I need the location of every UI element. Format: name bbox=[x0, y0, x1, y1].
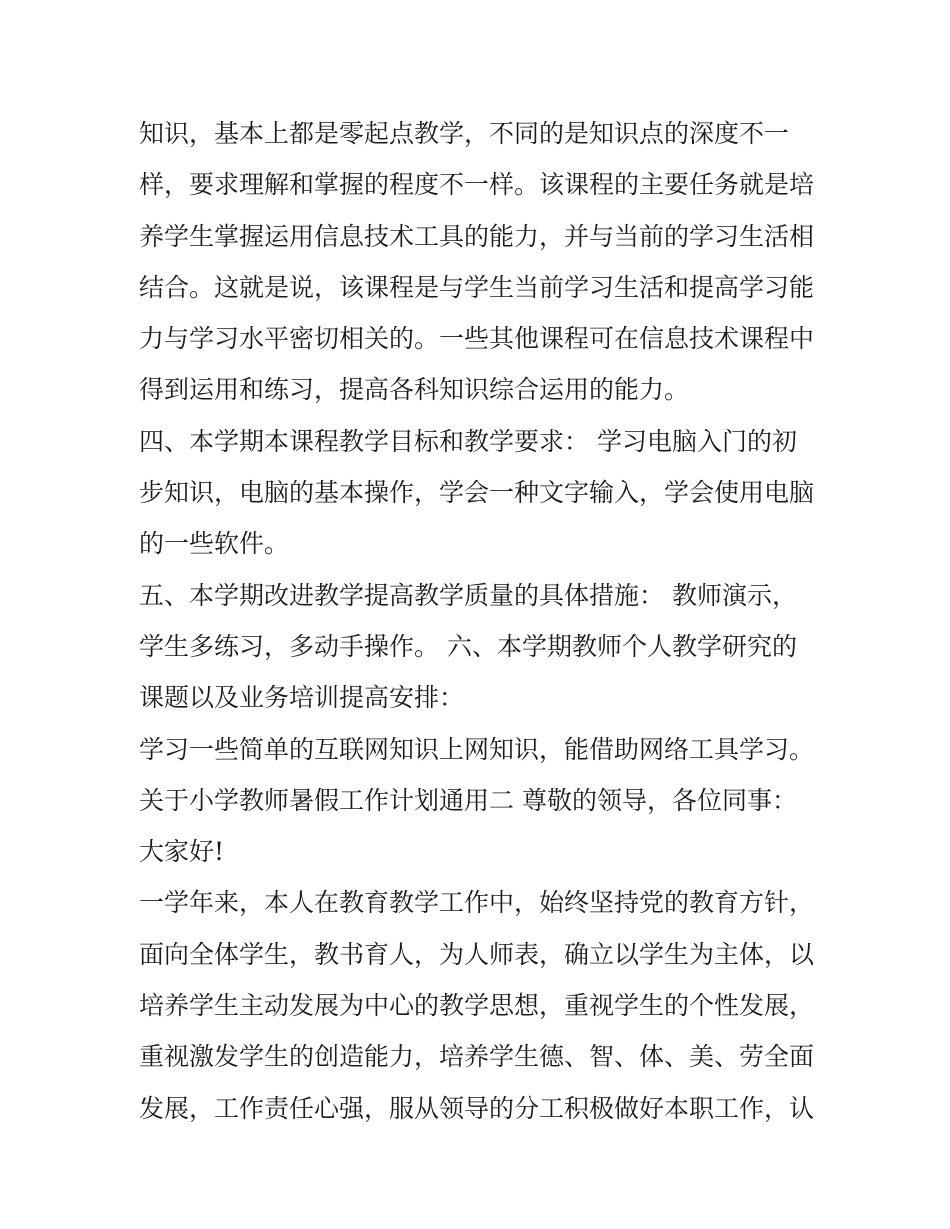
text-line: 重视激发学生的创造能力，培养学生德、智、体、美、劳全面 bbox=[139, 1042, 815, 1072]
subtitle-line: 关于小学教师暑假工作计划通用二 尊敬的领导，各位同事： bbox=[139, 785, 797, 815]
text-line: 知识，基本上都是零起点教学，不同的是知识点的深度不一 bbox=[139, 119, 790, 148]
text-line: 面向全体学生，教书育人，为人师表，确立以学生为主体，以 bbox=[139, 939, 815, 969]
greeting-line: 大家好! bbox=[139, 837, 225, 867]
text-line: 学生多练习，多动手操作。 六、本学期教师个人教学研究的 bbox=[139, 631, 797, 661]
text-line: 的一些软件。 bbox=[139, 529, 290, 559]
document-body bbox=[139, 108, 819, 1134]
section-heading-line: 五、本学期改进教学提高教学质量的具体措施： 教师演示， bbox=[139, 580, 797, 610]
text-line: 课题以及业务培训提高安排： bbox=[139, 683, 465, 713]
text-line: 一学年来，本人在教育教学工作中，始终坚持党的教育方针， bbox=[139, 888, 815, 918]
text-line: 养学生掌握运用信息技术工具的能力，并与当前的学习生活相 bbox=[139, 221, 815, 251]
text-line: 得到运用和练习，提高各科知识综合运用的能力。 bbox=[139, 375, 690, 405]
text-line: 发展，工作责任心强，服从领导的分工积极做好本职工作，认 bbox=[139, 1093, 815, 1123]
text-line: 培养学生主动发展为中心的教学思想，重视学生的个性发展， bbox=[139, 991, 815, 1021]
text-line: 力与学习水平密切相关的。一些其他课程可在信息技术课程中 bbox=[139, 324, 815, 354]
text-line: 学习一些简单的互联网知识上网知识，能借助网络工具学习。 bbox=[139, 734, 815, 764]
section-heading-line: 四、本学期本课程教学目标和教学要求： 学习电脑入门的初 bbox=[139, 426, 797, 456]
text-line: 结合。这就是说，该课程是与学生当前学习生活和提高学习能 bbox=[139, 272, 815, 302]
text-line: 样，要求理解和掌握的程度不一样。该课程的主要任务就是培 bbox=[139, 170, 815, 200]
text-line: 步知识，电脑的基本操作，学会一种文字输入，学会使用电脑 bbox=[139, 478, 815, 508]
